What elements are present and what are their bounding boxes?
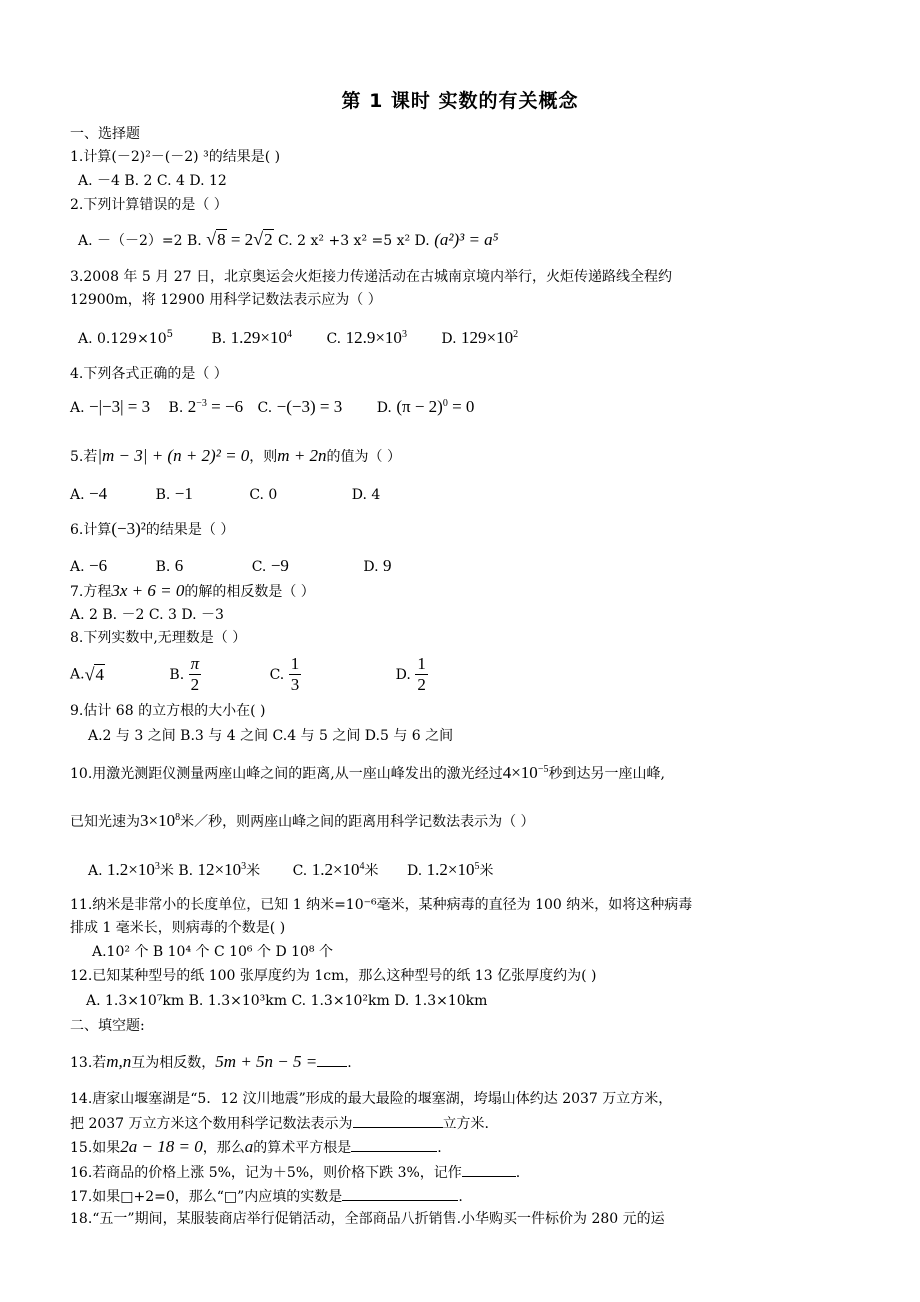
q7-pre: 7.方程 <box>70 584 112 600</box>
q4-option-d: $(\pi - 2)^0 = 0$ <box>396 397 475 416</box>
q5-option-a-label: A. <box>70 487 85 503</box>
q4-option-c: −(−3) = 3 <box>276 397 343 416</box>
q14-pre: 把 2037 万立方米这个数用科学记数法表示为 <box>70 1116 353 1132</box>
answer-blank[interactable] <box>353 1113 443 1128</box>
q6-option-d-label: D. <box>363 559 379 575</box>
q5-option-d: D. 4 <box>351 487 381 503</box>
q10-line2-expr: $3\times 10^8$ <box>140 811 181 830</box>
q6-option-a: −6 <box>89 556 108 575</box>
q6-option-b-label: B. <box>155 559 171 575</box>
question-8-options <box>70 654 428 698</box>
page-title: 第 1 课时 实数的有关概念 <box>341 90 579 112</box>
question-4-options <box>70 398 474 417</box>
q3-option-d: $129\times 10^2$ <box>461 328 519 347</box>
q5-expr2: m + 2n <box>277 446 327 465</box>
q15-end: . <box>437 1140 442 1156</box>
q10-option-a-label: A. <box>88 863 103 879</box>
q10-option-c-label: C. <box>292 863 308 879</box>
q3-option-c-label: C. <box>326 331 342 347</box>
sqrt-symbol: √ <box>84 664 95 685</box>
question-6-options <box>70 557 392 576</box>
sqrt-symbol: √ <box>206 229 217 249</box>
q2-option-c-d-label: C. 2 x² +3 x² =5 x² D. <box>278 233 430 249</box>
question-10-line1 <box>70 764 665 783</box>
question-8-stem: 8.下列实数中,无理数是（ ） <box>70 630 247 646</box>
q6-option-a-label: A. <box>70 559 85 575</box>
q15-mid: ，那么 <box>202 1140 245 1156</box>
q8-option-c-fraction: $\frac{1}{3}$ <box>290 654 300 694</box>
question-2-stem: 2.下列计算错误的是（ ） <box>70 197 228 213</box>
q14-post: 立方米. <box>442 1116 489 1132</box>
q3-option-d-label: D. <box>441 331 457 347</box>
question-6-stem <box>70 520 234 539</box>
q15-pre: 15.如果 <box>70 1140 121 1156</box>
q2-d-expr: (a²)³ = a⁵ <box>434 230 499 249</box>
q8-option-c-label: C. <box>269 666 285 683</box>
q10-pre: 10.用激光测距仪测量两座山峰之间的距离,从一座山峰发出的激光经过 <box>70 766 503 782</box>
question-9-options: A.2 与 3 之间 B.3 与 4 之间 C.4 与 5 之间 D.5 与 6 之间 <box>88 728 454 744</box>
question-10-line2 <box>70 812 535 831</box>
question-14-line2 <box>70 1113 489 1133</box>
q17-end: . <box>458 1189 463 1205</box>
q10-option-b: $12\times 10^3$ <box>197 860 247 879</box>
q3-option-b-label: B. <box>211 331 227 347</box>
q2-b-rhs: 2 <box>264 230 273 249</box>
q10-option-c: $1.2\times 10^4$ <box>311 860 365 879</box>
q10-expr: $4\times 10^{-5}$ <box>502 763 549 782</box>
question-2-options <box>78 230 499 250</box>
q16-pre: 16.若商品的价格上涨 5%，记为＋5%，则价格下跌 3%，记作 <box>70 1165 462 1181</box>
q10-post: 秒到达另一座山峰, <box>548 766 665 782</box>
q5-post: 的值为（ ） <box>326 449 401 465</box>
question-18-line1: 18.“五一”期间，某服装商店举行促销活动，全部商品八折销售.小华购买一件标价为 280 元的运 <box>70 1211 665 1227</box>
q10-option-c-unit: 米 <box>364 863 379 879</box>
q10-line2-post: 米／秒，则两座山峰之间的距离用科学记数法表示为（ ） <box>180 814 535 830</box>
q3-option-b: $1.29\times 10^4$ <box>230 328 293 347</box>
question-11-options: A.10² 个 B 10⁴ 个 C 10⁶ 个 D 10⁸ 个 <box>92 944 333 960</box>
q15-expr: 2a − 18 = 0 <box>120 1137 203 1156</box>
question-11-line1: 11.纳米是非常小的长度单位，已知 1 纳米=10⁻⁶毫米，某种病毒的直径为 100 纳米，如将这种病毒 <box>70 897 693 913</box>
q5-pre: 5.若 <box>70 449 98 465</box>
question-3-options <box>78 329 518 348</box>
q4-option-c-label: C. <box>257 400 273 416</box>
q15-var: a <box>244 1137 254 1156</box>
question-12-stem: 12.已知某种型号的纸 100 张厚度约为 1cm，那么这种型号的纸 13 亿张厚度约为( ) <box>70 968 597 984</box>
q6-post: 的结果是（ ） <box>145 522 235 538</box>
q15-post: 的算术平方根是 <box>253 1140 352 1156</box>
q3-option-a: A. $0.129\times 10^5$ <box>78 329 174 347</box>
q10-option-d-unit: 米 <box>479 863 494 879</box>
q4-option-b: $2^{-3} = -6$ <box>187 397 244 416</box>
q10-option-d: $1.2\times 10^5$ <box>426 860 480 879</box>
q8-option-d-label: D. <box>395 666 411 683</box>
question-3-line2: 12900m，将 12900 用科学记数法表示应为（ ） <box>70 292 382 308</box>
q13-expr: 5m + 5n − 5 = <box>215 1052 318 1071</box>
q4-option-a: −|−3| = 3 <box>89 397 151 416</box>
section-heading-fill: 二、填空题: <box>70 1018 145 1034</box>
answer-blank[interactable] <box>351 1137 437 1152</box>
q5-option-b-label: B. <box>155 487 171 503</box>
q8-option-a-label: A. <box>70 666 85 683</box>
q10-option-a-unit: 米 <box>159 863 174 879</box>
question-14-line1: 14.唐家山堰塞湖是“5．12 汶川地震”形成的最大最险的堰塞湖，垮塌山体约达 2037 万立方米， <box>70 1091 673 1107</box>
q2-b-eq: = 2 <box>226 230 254 249</box>
q6-option-c: −9 <box>270 556 289 575</box>
answer-blank[interactable] <box>342 1186 458 1201</box>
q4-option-a-label: A. <box>70 400 85 416</box>
question-7-options: A. 2 B. －2 C. 3 D. －3 <box>70 607 224 623</box>
question-16 <box>70 1162 520 1182</box>
question-7-stem <box>70 582 315 601</box>
q16-end: . <box>515 1165 521 1181</box>
section-heading-choice: 一、选择题 <box>70 126 140 142</box>
question-4-stem: 4.下列各式正确的是（ ） <box>70 366 228 382</box>
q6-expr: (−3)² <box>111 519 146 538</box>
q7-expr: 3x + 6 = 0 <box>111 581 185 600</box>
question-15 <box>70 1137 442 1157</box>
question-10-options <box>88 861 493 880</box>
q2-option-a-b-label: A. －（－2）=2 B. <box>78 233 202 249</box>
q6-option-d: 9 <box>383 556 392 575</box>
q5-option-c: C. 0 <box>249 487 278 503</box>
q13-mid: 互为相反数， <box>131 1055 216 1071</box>
q13-vars: m,n <box>106 1052 132 1071</box>
q5-option-b: −1 <box>174 484 193 503</box>
q10-option-b-label: B. <box>178 863 194 879</box>
q6-option-c-label: C. <box>251 559 267 575</box>
question-1-stem: 1.计算(－2)²－(－2) ³的结果是( ) <box>70 149 281 165</box>
q8-option-a-radicand: 4 <box>95 664 104 684</box>
question-13 <box>70 1052 352 1072</box>
q7-post: 的解的相反数是（ ） <box>184 584 315 600</box>
q5-mid: ，则 <box>249 449 278 465</box>
question-3-line1: 3.2008 年 5 月 27 日，北京奥运会火炬接力传递活动在古城南京境内举行，火炬传递路线全程约 <box>70 269 672 285</box>
q6-pre: 6.计算 <box>70 522 112 538</box>
q4-option-b-label: B. <box>168 400 184 416</box>
q10-option-b-unit: 米 <box>246 863 261 879</box>
q8-option-b-fraction: $\frac{\pi}{2}$ <box>190 654 200 694</box>
q10-line2-pre: 已知光速为 <box>70 814 140 830</box>
q3-option-c: $12.9\times 10^3$ <box>345 328 407 347</box>
answer-blank[interactable] <box>462 1162 516 1177</box>
q13-post: . <box>347 1055 352 1071</box>
question-11-line2: 排成 1 毫米长，则病毒的个数是( ) <box>70 920 286 936</box>
q17-pre: 17.如果□+2=0，那么“□”内应填的实数是 <box>70 1189 343 1205</box>
question-17 <box>70 1186 463 1206</box>
q8-option-b-label: B. <box>169 666 185 683</box>
question-9-stem: 9.估计 68 的立方根的大小在( ) <box>70 703 266 719</box>
question-12-options: A. 1.3×10⁷km B. 1.3×10³km C. 1.3×10²km D. 1.3×10km <box>86 993 488 1009</box>
q13-pre: 13.若 <box>70 1055 107 1071</box>
q6-option-b: 6 <box>174 556 184 575</box>
question-5-options <box>70 485 380 504</box>
q10-option-d-label: D. <box>406 863 423 879</box>
q5-expr: |m − 3| + (n + 2)² = 0 <box>97 446 250 465</box>
q10-option-a: $1.2\times 10^3$ <box>107 860 160 879</box>
question-1-options: A. －4 B. 2 C. 4 D. 12 <box>78 173 227 189</box>
q2-b-radicand: 8 <box>217 230 226 249</box>
answer-blank[interactable] <box>317 1052 347 1067</box>
sqrt-symbol: √ <box>253 229 264 249</box>
question-5-stem <box>70 447 401 466</box>
q5-option-a: −4 <box>89 484 108 503</box>
q4-option-d-label: D. <box>376 400 392 416</box>
q8-option-d-fraction: $\frac{1}{2}$ <box>417 654 426 694</box>
